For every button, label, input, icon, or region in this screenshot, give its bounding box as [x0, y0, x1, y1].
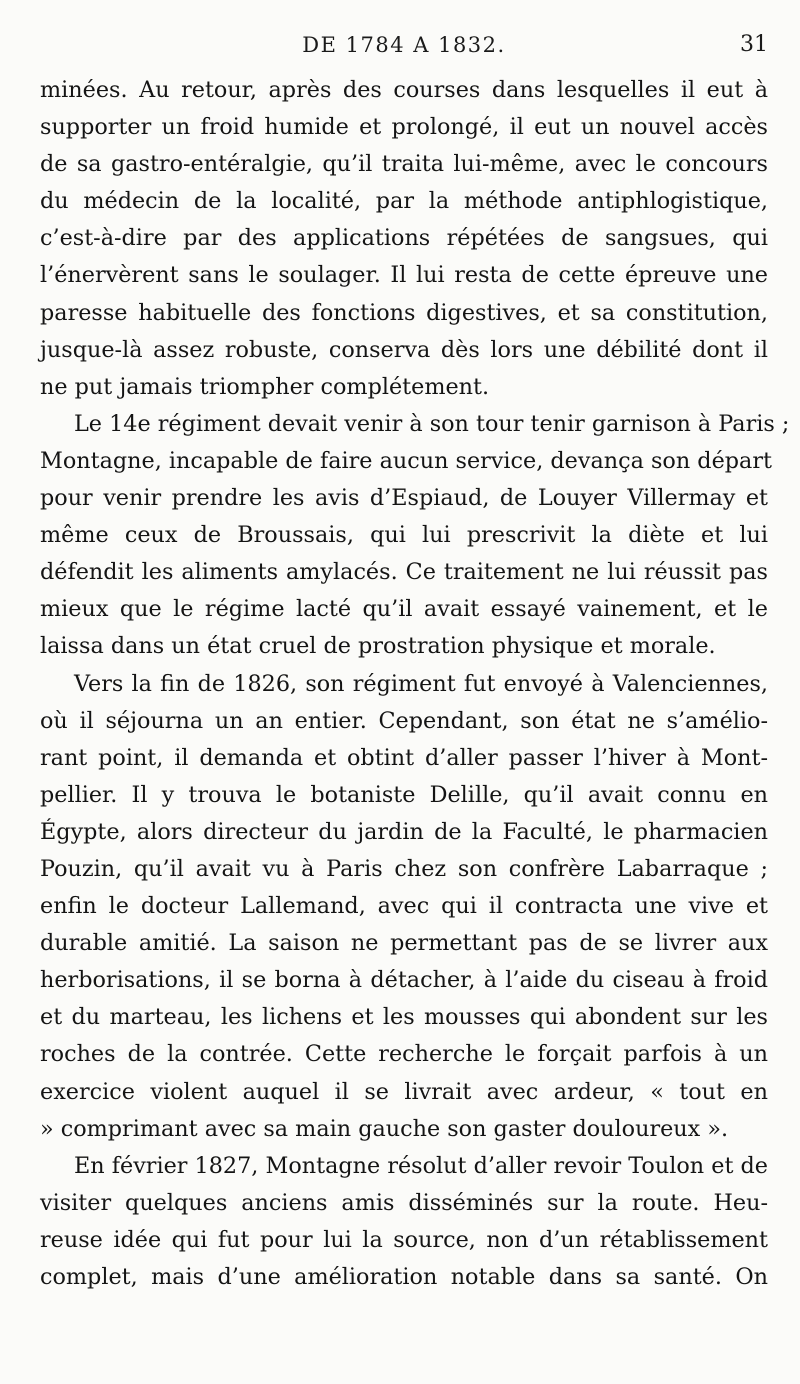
text-line: laissa dans un état cruel de prostration physique et morale.	[40, 633, 716, 660]
running-title: DE 1784 A 1832.	[302, 33, 506, 57]
paragraph	[40, 1148, 768, 1296]
text-line: même ceux de Broussais, qui lui prescrivit la diète et lui	[40, 522, 768, 549]
text-line: pour venir prendre les avis d’Espiaud, de Louyer Villermay et	[40, 485, 768, 512]
text-line: Le 14e régiment devait venir à son tour tenir garnison à Paris ;	[74, 410, 790, 437]
text-line: l’énervèrent sans le soulager. Il lui resta de cette épreuve une	[40, 262, 768, 289]
paragraph	[40, 666, 768, 1148]
text-line: herborisations, il se borna à détacher, à l’aide du ciseau à froid	[40, 967, 768, 994]
text-line: enfin le docteur Lallemand, avec qui il contracta une vive et	[40, 893, 768, 920]
text-line: En février 1827, Montagne résolut d’aller revoir Toulon et de	[74, 1152, 768, 1179]
text-line: pellier. Il y trouva le botaniste Delille, qu’il avait connu en	[40, 781, 768, 808]
text-line: durable amitié. La saison ne permettant pas de se livrer aux	[40, 930, 768, 957]
text-line: ne put jamais triompher complétement.	[40, 373, 490, 400]
text-line: complet, mais d’une amélioration notable dans sa santé. On	[40, 1264, 768, 1290]
text-line: exercice violent auquel il se livrait avec ardeur, « tout en	[40, 1078, 768, 1105]
text-line: c’est-à-dire par des applications répétées de sangsues, qui	[40, 225, 768, 252]
page-number: 31	[740, 32, 768, 57]
text-line: Égypte, alors directeur du jardin de la Faculté, le pharmacien	[40, 818, 768, 845]
text-line: mieux que le régime lacté qu’il avait essayé vainement, et le	[40, 596, 768, 623]
text-line: minées. Au retour, après des courses dans lesquelles il eut à	[40, 77, 768, 103]
body-text	[40, 72, 790, 1296]
paragraph	[40, 72, 768, 406]
text-line: supporter un froid humide et prolongé, il eut un nouvel accès	[40, 114, 768, 141]
text-line: Vers la fin de 1826, son régiment fut envoyé à Valenciennes,	[74, 670, 768, 697]
text-line: et du marteau, les lichens et les mousses qui abondent sur les	[40, 1004, 768, 1031]
text-line: reuse idée qui fut pour lui la source, non d’un rétablissement	[40, 1226, 768, 1253]
text-line: où il séjourna un an entier. Cependant, son état ne s’amélio-	[40, 707, 768, 734]
text-line: jusque-là assez robuste, conserva dès lors une débilité dont il	[40, 336, 768, 363]
text-line: de sa gastro-entéralgie, qu’il traita lui-même, avec le concours	[40, 151, 768, 178]
text-line: paresse habituelle des fonctions digestives, et sa constitution,	[40, 299, 768, 326]
paragraph	[40, 406, 790, 666]
text-line: défendit les aliments amylacés. Ce traitement ne lui réussit pas	[40, 559, 768, 586]
text-line: » comprimant avec sa main gauche son gaster douloureux ».	[40, 1115, 729, 1142]
text-line: roches de la contrée. Cette recherche le forçait parfois à un	[40, 1041, 768, 1068]
text-line: visiter quelques anciens amis disséminés sur la route. Heu-	[40, 1189, 768, 1216]
text-line: Pouzin, qu’il avait vu à Paris chez son confrère Labarraque ;	[40, 855, 768, 882]
text-line: Montagne, incapable de faire aucun service, devança son départ	[40, 447, 772, 474]
text-line: du médecin de la localité, par la méthode antiphlogistique,	[40, 188, 768, 215]
running-header	[40, 28, 768, 62]
text-line: rant point, il demanda et obtint d’aller passer l’hiver à Mont-	[40, 744, 768, 771]
